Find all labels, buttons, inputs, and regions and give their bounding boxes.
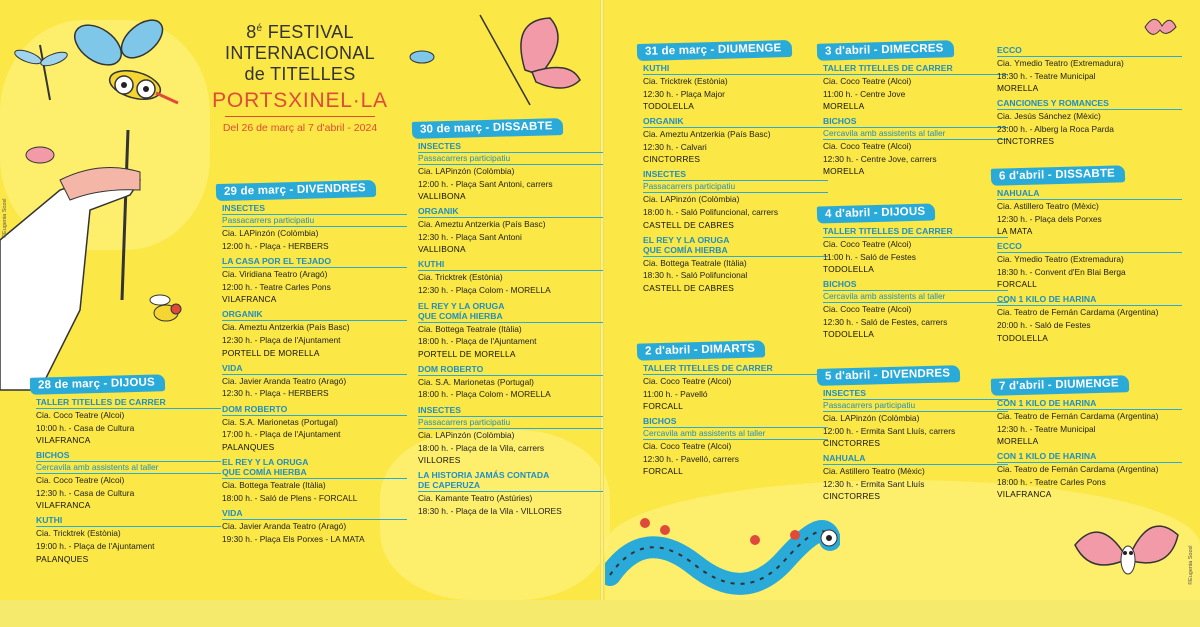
event-subtitle: Passacarrers participatiu — [222, 215, 407, 227]
event-town: VILLORES — [418, 455, 461, 466]
event-show-title: CON 1 KILO DE HARINA — [997, 398, 1182, 410]
event-time-venue: 12:30 h. - Plaça dels Porxes — [997, 213, 1102, 224]
event-entry — [823, 279, 1008, 340]
event-town: TODOLELLA — [997, 332, 1048, 343]
event-town: VILAFRANCA — [222, 294, 277, 305]
event-entry — [418, 405, 603, 466]
event-town: FORCALL — [997, 279, 1038, 290]
event-subtitle: Cercavila amb assistents al taller — [823, 291, 1008, 303]
small-butterfly-icon — [1140, 12, 1180, 42]
event-company: Cia. Javier Aranda Teatro (Aragó) — [222, 521, 347, 532]
event-show-title: DOM ROBERTO — [418, 364, 603, 376]
city-name: PORTSXINEL·LA — [212, 89, 388, 112]
event-entry — [643, 169, 828, 230]
event-show-title: BICHOS — [36, 450, 221, 462]
event-town: VALLIBONA — [418, 244, 466, 255]
event-town: CINCTORRES — [997, 136, 1055, 147]
event-entry — [418, 301, 603, 360]
event-time-venue: 12:30 h. - Plaça de l'Ajuntament — [222, 334, 341, 345]
event-subtitle: Cercavila amb assistents al taller — [643, 428, 828, 440]
firefly-icon — [140, 285, 200, 335]
event-company: Cia. Tricktrek (Estònia) — [643, 76, 728, 86]
event-company: Cia. Ameztu Antzerkia (País Basc) — [222, 322, 350, 333]
event-entry — [222, 203, 407, 252]
event-time-venue: 18:00 h. - Plaça de l'Ajuntament — [418, 336, 537, 347]
day-schedule — [823, 365, 1008, 502]
event-show-title: TALLER TITELLES DE CARRER — [823, 226, 1008, 238]
event-entry — [418, 206, 603, 255]
event-entry — [222, 404, 407, 453]
event-time-venue: 20:00 h. - Saló de Festes — [997, 319, 1091, 330]
event-entry — [36, 397, 221, 446]
event-subtitle: Passacarrers participatiu — [823, 400, 1008, 412]
event-show-title: NAHUALA — [997, 188, 1182, 200]
day-header: 29 de març - DIVENDRES — [216, 180, 376, 201]
event-show-title: LA HISTORIA JAMÁS CONTADA DE CAPERUZA — [418, 470, 603, 492]
event-show-title: VIDA — [222, 363, 407, 375]
event-town: TODOLELLA — [643, 101, 694, 112]
event-entry — [997, 398, 1182, 447]
event-town: CASTELL DE CABRES — [643, 219, 735, 230]
event-show-title: EL REY Y LA ORUGA QUE COMÍA HIERBA — [222, 457, 407, 479]
event-town: LA MATA — [997, 226, 1033, 237]
event-entry — [823, 453, 1008, 502]
event-entry — [997, 241, 1182, 290]
event-show-title: KUTHI — [643, 63, 828, 75]
event-time-venue: 18:00 h. - Plaça Colom - MORELLA — [418, 389, 551, 400]
event-entry — [643, 116, 828, 165]
event-company: Cia. Ymedio Teatro (Extremadura) — [997, 254, 1124, 265]
dragonfly-icon — [10, 35, 70, 105]
event-company: Cia. Coco Teatre (Alcoi) — [823, 304, 912, 315]
event-company: Cia. Astillero Teatro (Mèxic) — [997, 201, 1099, 211]
butterfly-icon — [470, 10, 590, 120]
event-show-title: INSECTES — [418, 405, 603, 417]
event-company: Cia. Astillero Teatro (Mèxic) — [823, 466, 925, 477]
event-town: PORTELL DE MORELLA — [418, 348, 516, 359]
event-show-title: INSECTES — [418, 141, 603, 153]
event-show-title: CON 1 KILO DE HARINA — [997, 451, 1182, 463]
event-entry — [643, 416, 828, 477]
event-show-title: BICHOS — [823, 116, 1008, 128]
event-entry — [222, 363, 407, 400]
event-town: VILAFRANCA — [997, 489, 1052, 500]
event-entry — [997, 294, 1182, 343]
event-entry — [418, 141, 603, 202]
event-show-title: BICHOS — [823, 279, 1008, 291]
small-fly-icon — [408, 45, 438, 70]
event-town: CINCTORRES — [823, 491, 881, 502]
event-time-venue: 18:00 h. - Teatre Carles Pons — [997, 476, 1106, 487]
caterpillar-illustration-icon — [605, 505, 840, 600]
event-company: Cia. Ameztu Antzerkia (País Basc) — [643, 129, 771, 140]
day-schedule — [418, 118, 603, 517]
day-schedule — [997, 165, 1182, 344]
event-company: Cia. Coco Teatre (Alcoi) — [36, 475, 125, 486]
event-time-venue: 12:00 h. - Plaça - HERBERS — [222, 240, 329, 251]
event-subtitle: Passacarrers participatiu — [643, 181, 828, 193]
event-time-venue: 18:00 h. - Saló Polifuncional, carrers — [643, 206, 779, 217]
event-company: Cia. Bottega Teatrale (Itàlia) — [418, 323, 522, 334]
event-show-title: TALLER TITELLES DE CARRER — [36, 397, 221, 409]
event-town: CINCTORRES — [643, 154, 701, 165]
event-subtitle: Passacarrers participatiu — [418, 417, 603, 429]
event-show-title: KUTHI — [36, 515, 221, 527]
event-time-venue: 18:30 h. - Plaça de la Vila - VILLORES — [418, 505, 562, 516]
event-show-title: INSECTES — [222, 203, 407, 215]
event-company: Cia. Ymedio Teatro (Extremadura) — [997, 58, 1124, 68]
event-town: VILAFRANCA — [36, 435, 91, 446]
event-time-venue: 19:30 h. - Plaça Els Porxes - LA MATA — [222, 533, 365, 544]
event-town: FORCALL — [643, 401, 684, 412]
photo-credit: ©Eugenia Sozel — [2, 198, 8, 238]
event-company: Cia. Bottega Teatrale (Itàlia) — [222, 479, 326, 490]
event-time-venue: 19:00 h. - Plaça de l'Ajuntament — [36, 540, 155, 551]
event-time-venue: 18:00 h. - Plaça de la Vila, carrers — [418, 442, 545, 453]
event-show-title: ORGANIK — [222, 309, 407, 321]
event-company: Cia. LAPinzón (Colòmbia) — [418, 166, 515, 176]
event-company: Cia. LAPinzón (Colòmbia) — [418, 429, 515, 440]
event-company: Cia. Jesús Sánchez (Mèxic) — [997, 111, 1101, 122]
event-show-title: INSECTES — [643, 169, 828, 181]
event-company: Cia. Coco Teatre (Alcoi) — [823, 141, 912, 152]
page-footer-band — [0, 600, 1200, 627]
event-entry — [222, 256, 407, 305]
event-entry — [36, 450, 221, 511]
event-town: MORELLA — [997, 83, 1039, 94]
event-company: Cia. Ameztu Antzerkia (País Basc) — [418, 219, 546, 230]
day-header: 31 de març - DIUMENGE — [637, 40, 792, 61]
event-company: Cia. LAPinzón (Colòmbia) — [643, 194, 740, 205]
event-show-title: CANCIONES Y ROMANCES — [997, 98, 1182, 110]
event-company: Cia. Teatro de Fernán Cardama (Argentina) — [997, 411, 1159, 421]
event-entry — [997, 45, 1182, 94]
day-schedule — [643, 340, 828, 477]
event-company: Cia. Coco Teatre (Alcoi) — [36, 410, 125, 420]
day-header: 28 de març - DIJOUS — [30, 374, 165, 395]
event-entry — [222, 457, 407, 504]
event-company: Cia. Coco Teatre (Alcoi) — [643, 441, 732, 452]
event-entry — [643, 235, 828, 294]
event-town: MORELLA — [997, 436, 1039, 447]
event-show-title: KUTHI — [418, 259, 603, 271]
event-entry — [997, 451, 1182, 500]
event-town: TODOLELLA — [823, 329, 874, 340]
event-town: TODOLELLA — [823, 264, 874, 275]
event-town: VALLIBONA — [418, 191, 466, 202]
event-time-venue: 12:30 h. - Pavelló, carrers — [643, 453, 739, 464]
event-show-title: ORGANIK — [418, 206, 603, 218]
event-entry — [823, 388, 1008, 449]
event-time-venue: 18:30 h. - Convent d'En Blai Berga — [997, 266, 1126, 277]
event-company: Cia. S.A. Marionetas (Portugal) — [418, 376, 534, 387]
event-entry — [418, 470, 603, 517]
event-entry — [418, 364, 603, 401]
event-time-venue: 17:00 h. - Plaça de l'Ajuntament — [222, 429, 341, 440]
event-show-title: LA CASA POR EL TEJADO — [222, 256, 407, 268]
event-time-venue: 18:30 h. - Teatre Municipal — [997, 70, 1096, 81]
event-show-title: ORGANIK — [643, 116, 828, 128]
event-town: PALANQUES — [222, 441, 275, 452]
event-time-venue: 11:00 h. - Centre Jove — [823, 88, 906, 99]
event-time-venue: 18:30 h. - Saló Polifuncional — [643, 270, 748, 281]
event-show-title: INSECTES — [823, 388, 1008, 400]
event-show-title: DOM ROBERTO — [222, 404, 407, 416]
event-company: Cia. Bottega Teatrale (Itàlia) — [643, 257, 747, 268]
event-company: Cia. Kamante Teatro (Astúries) — [418, 493, 533, 504]
event-time-venue: 12:00 h. - Teatre Carles Pons — [222, 281, 331, 292]
event-time-venue: 10:00 h. - Casa de Cultura — [36, 422, 135, 433]
event-time-venue: 11:00 h. - Saló de Festes — [823, 251, 916, 262]
event-show-title: BICHOS — [643, 416, 828, 428]
event-town: MORELLA — [823, 166, 865, 177]
day-header: 7 d'abril - DIUMENGE — [991, 375, 1129, 396]
event-show-title: TALLER TITELLES DE CARRER — [823, 63, 1008, 75]
event-company: Cia. Javier Aranda Teatro (Aragó) — [222, 375, 347, 386]
event-time-venue: 12:00 h. - Ermita Sant Lluís, carrers — [823, 425, 956, 436]
day-header: 5 d'abril - DIVENDRES — [817, 365, 961, 386]
event-company: Cia. LAPinzón (Colòmbia) — [823, 413, 920, 423]
event-company: Cia. Teatro de Fernán Cardama (Argentina) — [997, 464, 1159, 475]
event-time-venue: 12:30 h. - Saló de Festes, carrers — [823, 316, 948, 327]
event-subtitle: Passacarrers participatiu — [418, 153, 603, 165]
event-time-venue: 18:00 h. - Saló de Plens - FORCALL — [222, 492, 358, 503]
event-show-title: ECCO — [997, 241, 1182, 253]
title-rule — [225, 116, 375, 117]
event-town: CASTELL DE CABRES — [643, 282, 735, 293]
event-subtitle: Cercavila amb assistents al taller — [36, 462, 221, 474]
festival-title-block — [210, 18, 390, 134]
event-company: Cia. Coco Teatre (Alcoi) — [643, 376, 732, 386]
event-company: Cia. Tricktrek (Estònia) — [36, 528, 121, 539]
event-show-title: TALLER TITELLES DE CARRER — [643, 363, 828, 375]
event-company: Cia. Coco Teatre (Alcoi) — [823, 239, 912, 249]
day-schedule — [823, 203, 1008, 340]
event-time-venue: 23:00 h. - Alberg la Roca Parda — [997, 123, 1114, 134]
photo-credit: ©Eugenia Sozel — [1188, 545, 1194, 585]
event-company: Cia. LAPinzón (Colòmbia) — [222, 228, 319, 238]
day-schedule — [997, 375, 1182, 500]
event-time-venue: 12:30 h. - Plaça Colom - MORELLA — [418, 284, 551, 295]
event-company: Cia. S.A. Marionetas (Portugal) — [222, 416, 338, 427]
event-time-venue: 12:30 h. - Teatre Municipal — [997, 423, 1096, 434]
event-entry — [418, 259, 603, 296]
day-schedule — [997, 40, 1182, 147]
event-time-venue: 12:30 h. - Calvari — [643, 141, 707, 152]
event-entry — [643, 363, 828, 412]
event-show-title: VIDA — [222, 508, 407, 520]
event-show-title: EL REY Y LA ORUGA QUE COMÍA HIERBA — [418, 301, 603, 323]
event-entry — [643, 63, 828, 112]
event-town: MORELLA — [823, 101, 865, 112]
event-town: VILAFRANCA — [36, 500, 91, 511]
event-company: Cia. Coco Teatre (Alcoi) — [823, 76, 912, 86]
event-time-venue: 12:30 h. - Plaça Sant Antoni — [418, 231, 522, 242]
day-header: 3 d'abril - DIMECRES — [817, 40, 954, 61]
event-company: Cia. Teatro de Fernán Cardama (Argentina) — [997, 307, 1159, 318]
event-show-title: NAHUALA — [823, 453, 1008, 465]
event-time-venue: 12:30 h. - Plaça - HERBERS — [222, 388, 329, 399]
event-entry — [997, 98, 1182, 147]
event-entry — [997, 188, 1182, 237]
day-schedule — [823, 40, 1008, 177]
title-line-1: $8^é$ FESTIVAL — [246, 22, 354, 42]
day-header: 6 d'abril - DISSABTE — [991, 165, 1125, 186]
event-time-venue: 12:30 h. - Plaça Major — [643, 88, 725, 99]
event-time-venue: 12:00 h. - Plaça Sant Antoni, carrers — [418, 178, 553, 189]
event-subtitle: Cercavila amb assistents al taller — [823, 128, 1008, 140]
day-schedule — [643, 40, 828, 294]
event-entry — [222, 508, 407, 545]
event-town: FORCALL — [643, 466, 684, 477]
event-town: PALANQUES — [36, 553, 89, 564]
event-town: CINCTORRES — [823, 438, 881, 449]
festival-dates: Del 26 de març al 7 d'abril - 2024 — [222, 122, 378, 134]
event-show-title: CON 1 KILO DE HARINA — [997, 294, 1182, 306]
event-entry — [823, 226, 1008, 275]
day-schedule — [36, 374, 221, 565]
event-show-title: EL REY Y LA ORUGA QUE COMÍA HIERBA — [643, 235, 828, 257]
event-entry — [823, 63, 1008, 112]
hand-puppeteer-illustration-icon — [0, 110, 150, 400]
day-schedule — [222, 180, 407, 545]
event-time-venue: 12:30 h. - Centre Jove, carrers — [823, 153, 937, 164]
moth-illustration-icon — [1070, 505, 1185, 600]
day-header: 4 d'abril - DIJOUS — [817, 203, 936, 223]
title-line-2: INTERNACIONAL — [225, 43, 375, 63]
event-time-venue: 11:00 h. - Pavelló — [643, 388, 708, 399]
event-entry — [36, 515, 221, 564]
day-header: 2 d'abril - DIMARTS — [637, 340, 765, 360]
event-company: Cia. Tricktrek (Estònia) — [418, 272, 503, 283]
event-time-venue: 12:30 h. - Ermita Sant Lluís — [823, 478, 925, 489]
event-entry — [823, 116, 1008, 177]
event-show-title: ECCO — [997, 45, 1182, 57]
day-header: 30 de març - DISSABTE — [412, 118, 563, 139]
event-company: Cia. Viridiana Teatro (Aragó) — [222, 269, 328, 280]
event-time-venue: 12:30 h. - Casa de Cultura — [36, 487, 135, 498]
event-entry — [222, 309, 407, 358]
title-line-3: de TITELLES — [244, 64, 356, 84]
event-town: PORTELL DE MORELLA — [222, 347, 320, 358]
